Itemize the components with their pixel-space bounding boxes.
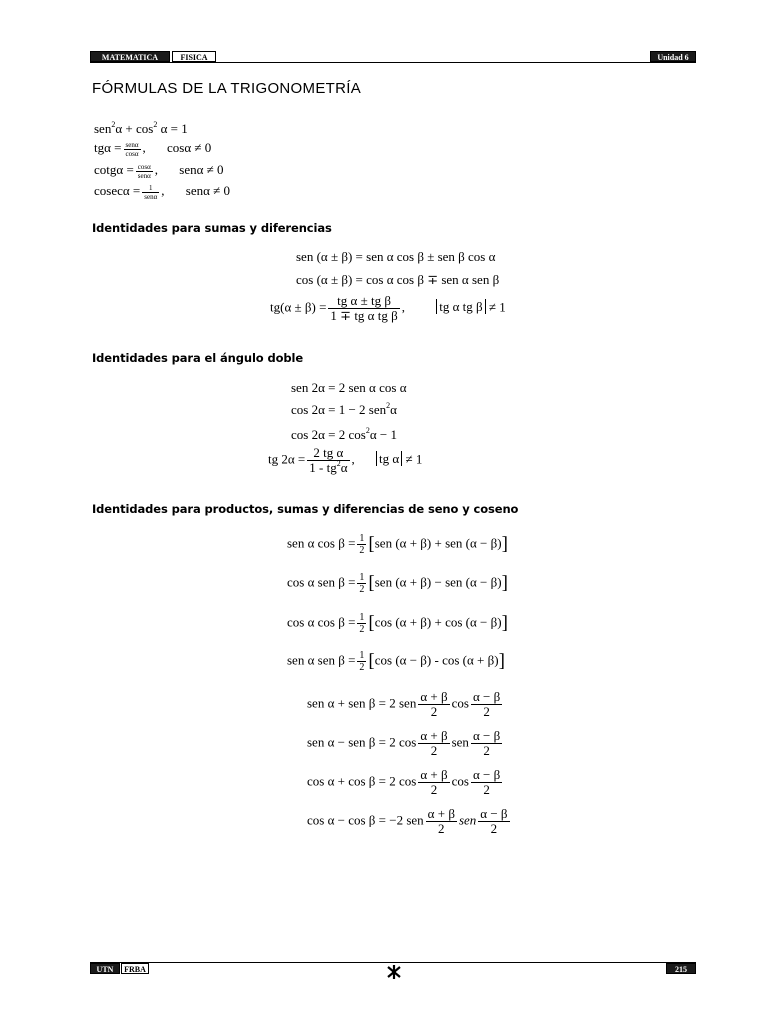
formula-tangent: tgα = $\frac{\text{senα}}{\cos\alpha}$ , cosα ≠ 0 <box>94 140 212 158</box>
formula-diff-cos: cos α − cos β = −2 sen $\frac{\alpha + \beta}{2}$ sen $\frac{\alpha - \beta}{2}$ <box>307 806 508 836</box>
section-heading-sums: Identidades para sumas y diferencias <box>92 221 332 235</box>
utn-logo-icon <box>386 964 402 980</box>
footer-tab-utn: UTN <box>90 963 120 974</box>
page-title: FÓRMULAS DE LA TRIGONOMETRÍA <box>92 80 361 97</box>
formula-sum-sen: sen α + sen β = 2 sen $\frac{\alpha + \beta}{2}$ cos $\frac{\alpha - \beta}{2}$ <box>307 689 501 719</box>
formula-tg-double: tg 2α = $\frac{\text{2 tg α}}{1 - tg^2\alpha}$ , tg α ≠ 1 <box>268 445 423 475</box>
formula-product-cos-cos: cos α cos β = $\frac{1}{2}$ [cos (α + β) + cos (α − β)] <box>287 612 508 635</box>
section-heading-products: Identidades para productos, sumas y diferencias de seno y coseno <box>92 502 519 516</box>
footer-tab-frba: FRBA <box>121 963 149 974</box>
formula-product-sen-sen: sen α sen β = $\frac{1}{2}$ [cos (α − β) - cos (α + β)] <box>287 650 505 673</box>
formula-pythagorean: $sen^2\alpha + \cos^2 \alpha = 1$ <box>94 120 188 136</box>
formula-sen-sum: sen (α ± β) = sen α cos β ± sen β cos α <box>296 249 496 264</box>
header-tab-fisica: FISICA <box>172 51 216 62</box>
formula-product-cos-sen: cos α sen β = $\frac{1}{2}$ [sen (α + β) − sen (α − β)] <box>287 572 508 595</box>
formula-cos-double-1: cos 2α = 1 − 2 sen$^2$α <box>291 401 397 417</box>
page-number-badge: 215 <box>666 963 696 974</box>
formula-diff-sen: sen α − sen β = 2 cos $\frac{\alpha + \beta}{2}$ sen $\frac{\alpha - \beta}{2}$ <box>307 728 501 758</box>
footer-rule <box>90 962 696 963</box>
formula-cotangent: cotgα = $\frac{\cos\alpha}{\text{senα}}$ , senα ≠ 0 <box>94 162 224 180</box>
formula-tg-sum: tg(α ± β) = $\frac{\text{tg α ± tg β}}{\text{1 ∓ tg α tg β}}$ , tg α tg β ≠ 1 <box>270 293 506 323</box>
formula-sum-cos: cos α + cos β = 2 cos $\frac{\alpha + \beta}{2}$ cos $\frac{\alpha - \beta}{2}$ <box>307 767 501 797</box>
formula-cos-sum: cos (α ± β) = cos α cos β ∓ sen α sen β <box>296 272 500 287</box>
formula-product-sen-cos: sen α cos β = $\frac{1}{2}$ [sen (α + β) + sen (α − β)] <box>287 533 508 556</box>
header-tab-matematica: MATEMATICA <box>90 51 170 62</box>
formula-cos-double-2: cos 2α = 2 $\cos^2\alpha - 1$ <box>291 426 397 442</box>
header-unit-badge: Unidad 6 <box>650 51 696 62</box>
formula-sen-double: sen 2α = 2 sen α cos α <box>291 380 407 395</box>
formula-cosecant: cosecα = $\frac{1}{\text{senα}}$ , senα ≠ 0 <box>94 183 231 201</box>
section-heading-double: Identidades para el ángulo doble <box>92 351 304 365</box>
